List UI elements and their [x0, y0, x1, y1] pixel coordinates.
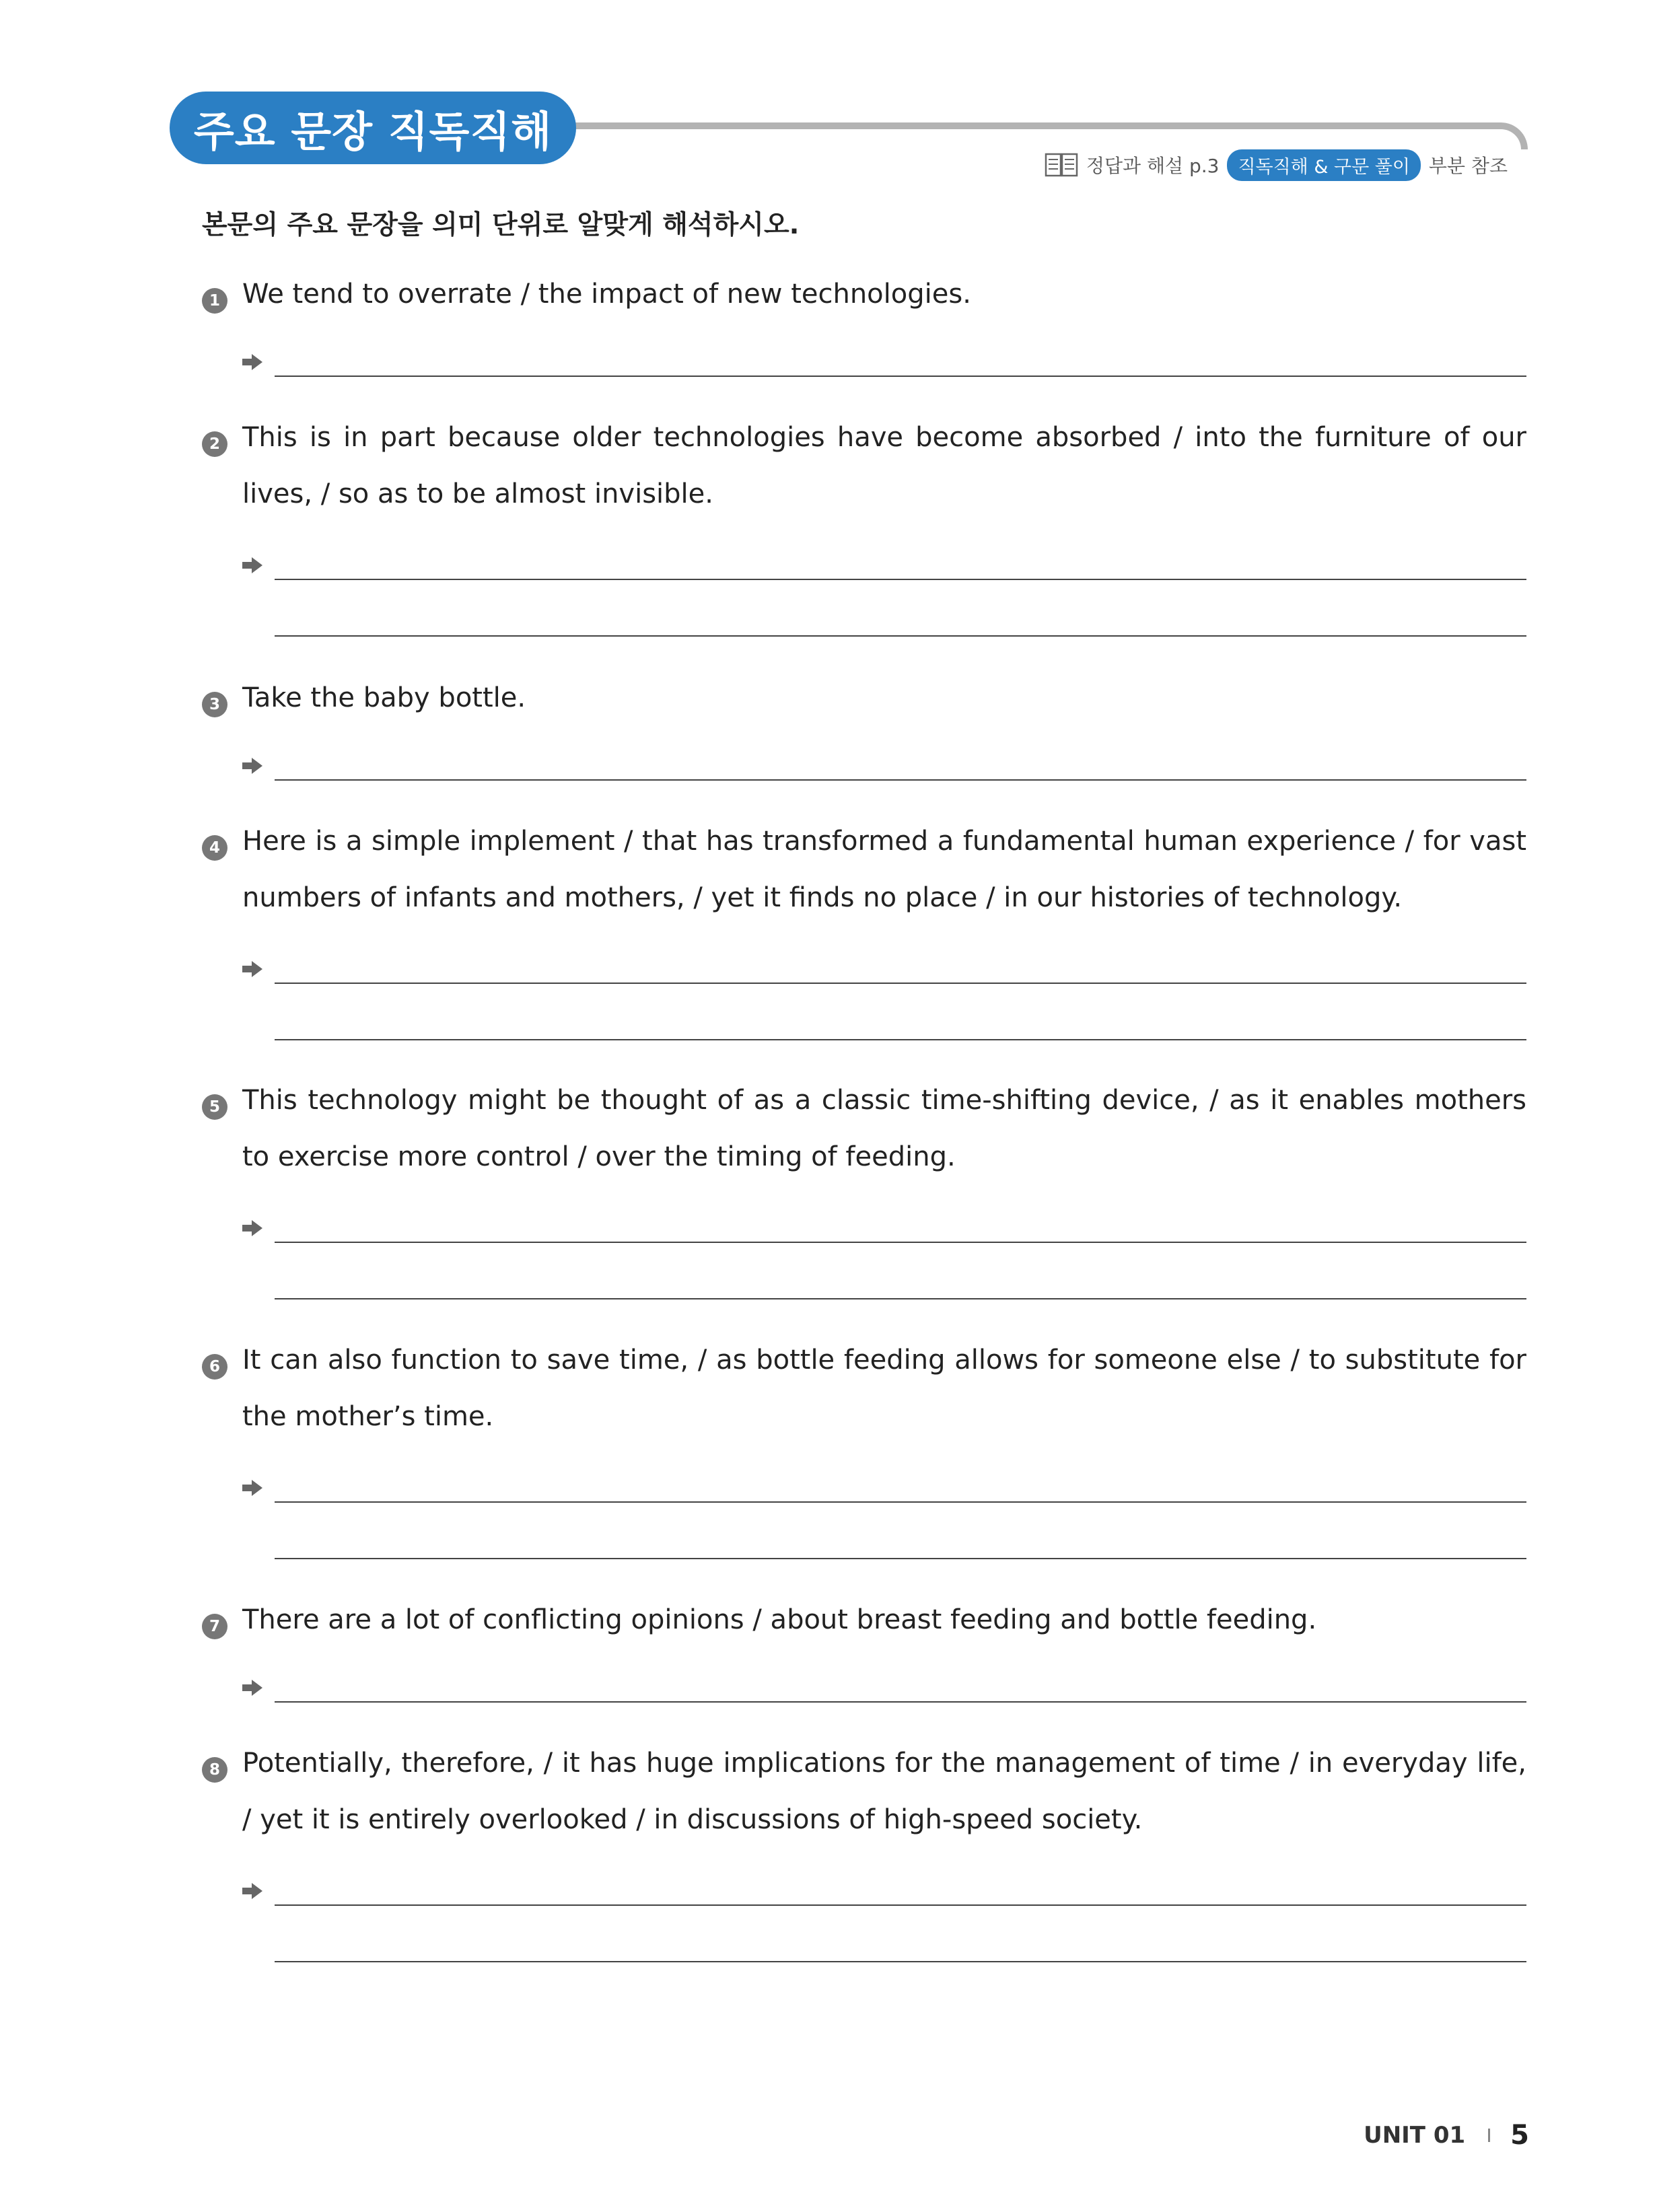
answer-line[interactable] — [275, 376, 1526, 377]
item-number: 5 — [202, 1094, 227, 1120]
instruction: 본문의 주요 문장을 의미 단위로 알맞게 해석하시오. — [202, 210, 800, 240]
arrow-icon — [241, 556, 264, 575]
arrow-icon — [241, 1882, 264, 1900]
footer-divider — [1488, 2129, 1490, 2142]
item-number: 8 — [202, 1757, 227, 1783]
sentence-item — [202, 423, 1526, 530]
answer-line[interactable] — [275, 1039, 1526, 1040]
book-icon — [1045, 152, 1078, 178]
header-rule — [525, 122, 1528, 149]
answer-line[interactable] — [275, 779, 1526, 781]
sentence-text: This is in part because older technologies have become absorbed / into the furniture of our lives, / so as to be almost invisible. — [242, 422, 1526, 509]
arrow-icon — [241, 1219, 264, 1238]
arrow-icon — [241, 960, 264, 978]
item-number: 1 — [202, 288, 227, 314]
answer-line[interactable] — [275, 1298, 1526, 1299]
answer-line[interactable] — [275, 1701, 1526, 1703]
sentence-text: Here is a simple implement / that has transformed a fundamental human experience / for vast numbers of infants and mothers, / yet it finds no place / in our histories of technology. — [242, 826, 1526, 913]
arrow-icon — [241, 353, 264, 371]
item-number: 6 — [202, 1354, 227, 1380]
sentence-item — [202, 683, 1526, 730]
sentence-text: This technology might be thought of as a classic time-shifting device, / as it enables mothers to exercise more control / over the timing of feeding. — [242, 1085, 1526, 1172]
sentence-text: There are a lot of conflicting opinions / about breast feeding and bottle feeding. — [242, 1604, 1317, 1635]
answer-line[interactable] — [275, 1501, 1526, 1503]
answer-line[interactable] — [275, 1558, 1526, 1559]
arrow-icon — [241, 1678, 264, 1697]
sentence-text: Take the baby bottle. — [242, 682, 526, 713]
sentence-item — [202, 1345, 1526, 1453]
answer-line[interactable] — [275, 1961, 1526, 1962]
sentence-text: Potentially, therefore, / it has huge implications for the management of time / in everyday life, / yet it is entirely overlooked / in discussions of high-speed society. — [242, 1748, 1526, 1835]
sentence-item — [202, 1605, 1526, 1652]
item-number: 2 — [202, 431, 227, 457]
unit-label: UNIT 01 — [1364, 2122, 1466, 2149]
answer-line[interactable] — [275, 635, 1526, 637]
arrow-icon — [241, 1478, 264, 1497]
item-number: 7 — [202, 1614, 227, 1639]
arrow-icon — [241, 756, 264, 775]
reference-badge: 직독직해 & 구문 풀이 — [1227, 149, 1420, 181]
sentence-item — [202, 279, 1526, 326]
answer-line[interactable] — [275, 1242, 1526, 1243]
section-title: 주요 문장 직독직해 — [170, 92, 576, 164]
page-footer — [1364, 2120, 1529, 2151]
item-number: 4 — [202, 835, 227, 861]
answer-reference — [1045, 149, 1508, 180]
sentence-item — [202, 1085, 1526, 1193]
page-number: 5 — [1510, 2120, 1529, 2151]
answer-line[interactable] — [275, 579, 1526, 580]
sentence-text: It can also function to save time, / as bottle feeding allows for someone else / to substitute for the mother’s time. — [242, 1345, 1526, 1432]
item-number: 3 — [202, 692, 227, 717]
sentence-text: We tend to overrate / the impact of new technologies. — [242, 279, 971, 310]
reference-text: 정답과 해설 p.3 — [1086, 155, 1220, 177]
answer-line[interactable] — [275, 1904, 1526, 1906]
sentence-item — [202, 826, 1526, 934]
sentence-item — [202, 1748, 1526, 1856]
reference-suffix: 부분 참조 — [1428, 155, 1508, 177]
answer-line[interactable] — [275, 983, 1526, 984]
